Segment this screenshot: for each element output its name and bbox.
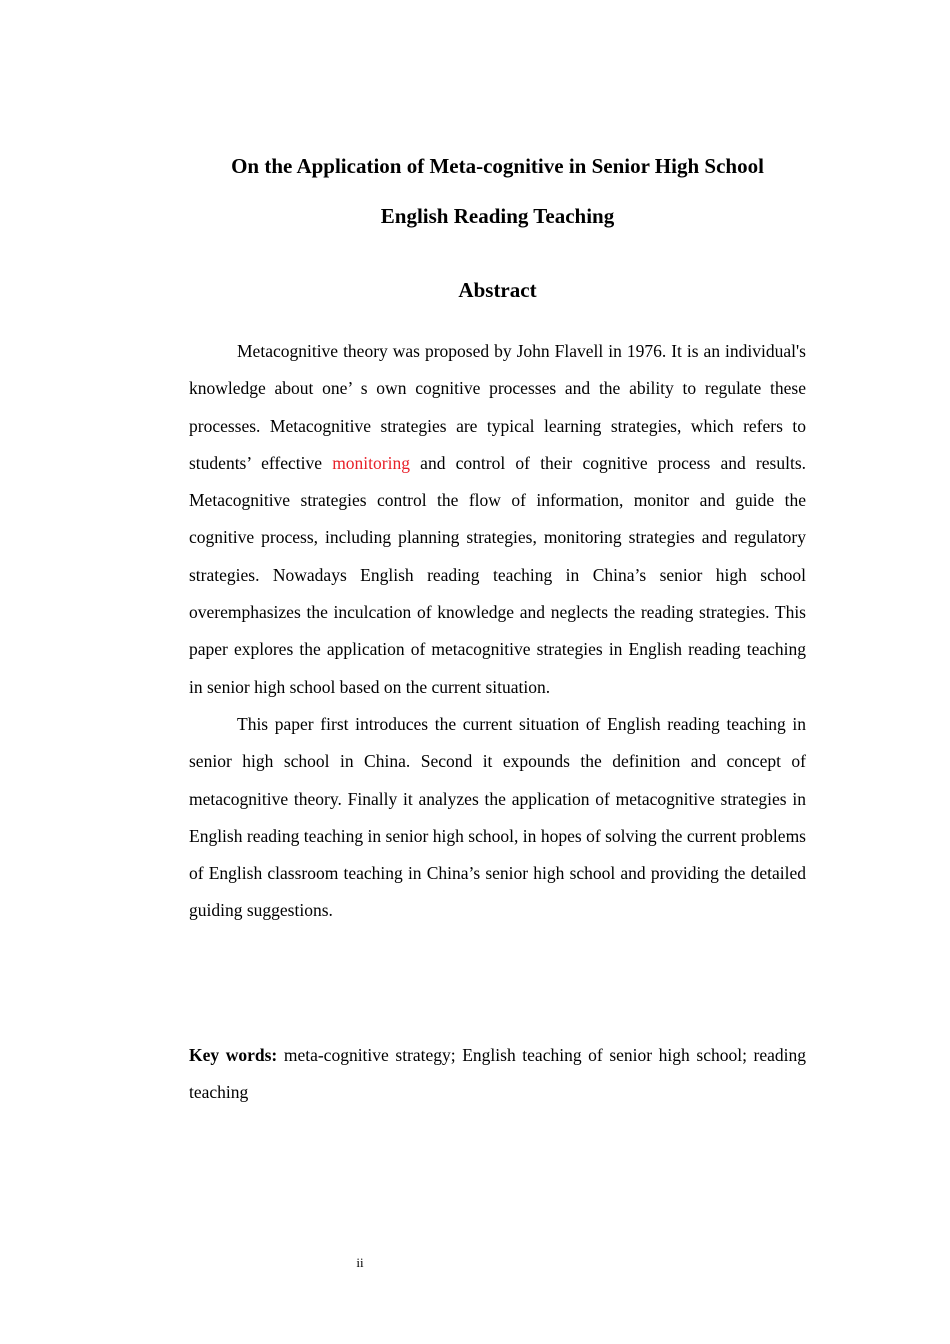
paragraph-1-text-after: and control of their cognitive process and results. Metacognitive strategies control the flow of information, monitor and guide the cognitive process, including planning strategies, monitoring strategies and regulatory strategies. Nowadays English reading teaching in China’s senior high school overemphasizes the inculcation of knowledge and neglects the reading strategies. This paper explores the application of metacognitive strategies in English reading teaching in senior high school based on the current situation. bbox=[189, 452, 807, 697]
abstract-paragraph-1 bbox=[189, 333, 806, 706]
keywords-label: Key words: bbox=[189, 1045, 278, 1065]
highlighted-word: monitoring bbox=[332, 452, 410, 473]
paragraph-1-text-before: Metacognitive theory was proposed by John Flavell in 1976. It is an individual's knowledge about one’ s own cognitive processes and the ability to regulate these processes. Metacognitive strategies are typical learning strategies, which refers to students’ effective bbox=[189, 341, 806, 473]
title-line-1: On the Application of Meta-cognitive in Senior High School bbox=[231, 154, 764, 178]
keywords-line bbox=[189, 1037, 806, 1112]
keywords-text: meta-cognitive strategy; English teaching of senior high school; reading teaching bbox=[189, 1045, 807, 1103]
abstract-body bbox=[189, 333, 806, 930]
page-number: ii bbox=[356, 1255, 364, 1270]
abstract-paragraph-2: This paper first introduces the current situation of English reading teaching in senior high school in China. Second it expounds the definition and concept of metacognitive theory. Finally it analyzes the application of metacognitive strategies in English reading teaching in senior high school, in hopes of solving the current problems of English classroom teaching in China’s senior high school and providing the detailed guiding suggestions. bbox=[189, 713, 806, 921]
title-line-2: English Reading Teaching bbox=[380, 204, 615, 228]
abstract-heading: Abstract bbox=[458, 278, 537, 302]
